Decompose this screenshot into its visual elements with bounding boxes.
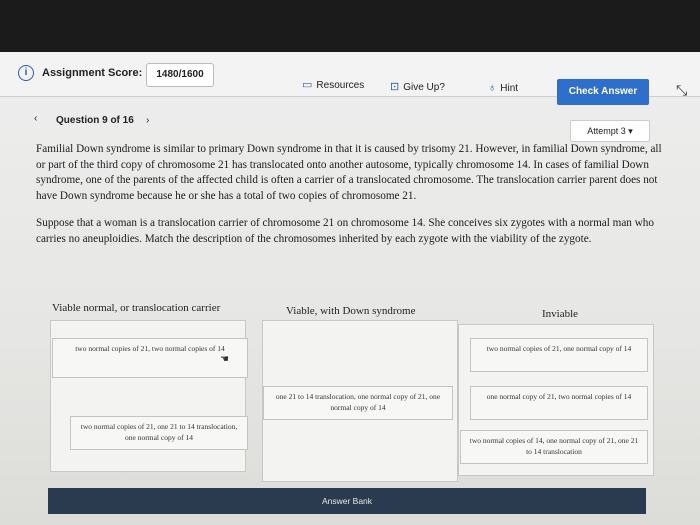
answer-card[interactable]: two normal copies of 21, one normal copy of 14 [470, 338, 648, 372]
prompt-paragraph-1: Familial Down syndrome is similar to primary Down syndrome in that it is caused by trisomy 21. However, in familial Down syndrome, all or part of the third copy of chromosome 21 has translocated onto another autosome, typically chromosome 14. In cases of familial Down syndrome, one of the parents of the affected child is often a carrier of a translocated chromosome. The translocation carrier parent does not have Down syndrome because he or she has a total of two copies of chromosome 21. [36, 143, 662, 202]
hint-button[interactable]: ♁ Hint [488, 82, 519, 94]
caret-down-icon: ▾ [628, 126, 633, 136]
prompt-paragraph-2: Suppose that a woman is a translocation carrier of chromosome 21 on chromosome 14. She conceives six zygotes with a normal man who carries no aneuploidies. Match the description of the chromosomes inherited by each zygote with the viability of the zygote. [36, 217, 654, 245]
expand-icon[interactable]: ⤡ [676, 82, 688, 98]
check-answer-button[interactable]: Check Answer [557, 79, 649, 105]
answer-card[interactable]: two normal copies of 21, two normal copies of 14 [52, 338, 248, 378]
answer-card[interactable]: two normal copies of 21, one 21 to 14 translocation, one normal copy of 14 [70, 416, 248, 450]
column-header-inviable: Inviable [542, 308, 579, 320]
give-up-icon: ⊡ [390, 81, 400, 93]
next-question-button[interactable]: › [146, 115, 150, 126]
column-header-down-syndrome: Viable, with Down syndrome [286, 305, 416, 317]
hand-cursor-icon: ☚ [220, 354, 229, 365]
book-icon: ▭ [302, 79, 313, 91]
top-toolbar [0, 52, 700, 97]
score-value: 1480/1600 [146, 63, 214, 87]
answer-card[interactable]: two normal copies of 14, one normal copy of 21, one 21 to 14 translocation [460, 430, 648, 464]
resources-button[interactable]: ▭ Resources [302, 79, 365, 91]
answer-card[interactable]: one normal copy of 21, two normal copies of 14 [470, 386, 648, 420]
prev-question-button[interactable]: ‹ [34, 113, 38, 124]
give-up-button[interactable]: ⊡ Give Up? [390, 81, 445, 93]
question-nav-label: Question 9 of 16 [56, 115, 134, 126]
score-label: Assignment Score: [42, 67, 143, 79]
lightbulb-icon: ♁ [488, 82, 497, 94]
attempt-dropdown[interactable]: Attempt 3 ▾ [570, 120, 650, 142]
info-icon: i [18, 65, 34, 81]
column-header-viable-normal: Viable normal, or translocation carrier [52, 302, 221, 314]
answer-card[interactable]: one 21 to 14 translocation, one normal copy of 21, one normal copy of 14 [263, 386, 453, 420]
answer-bank[interactable]: Answer Bank [48, 488, 646, 514]
